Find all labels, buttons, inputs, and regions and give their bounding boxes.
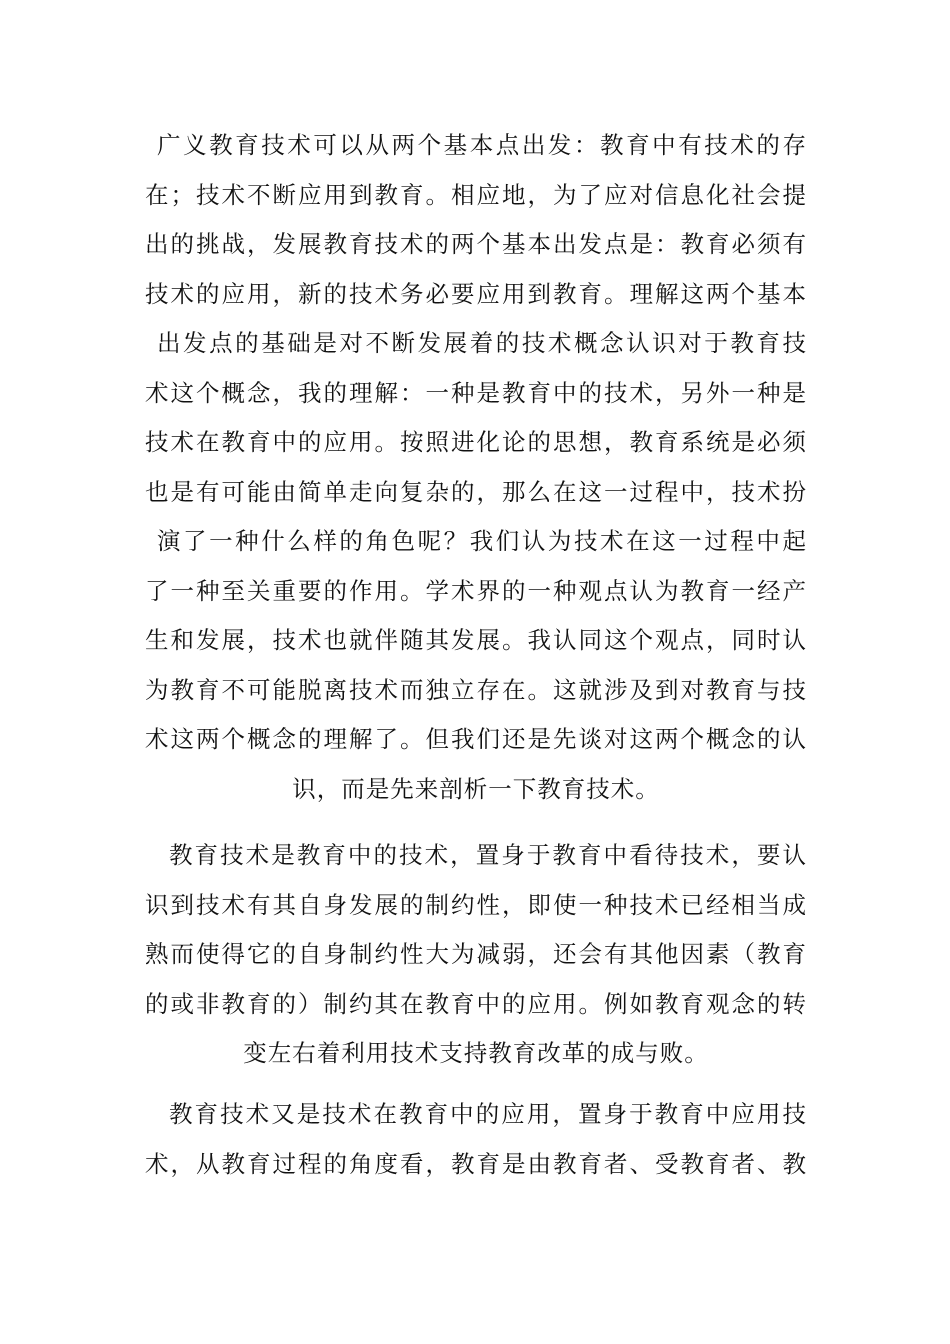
paragraph-1 xyxy=(145,121,807,814)
text-line: 变左右着利用技术支持教育改革的成与败。 xyxy=(243,1039,709,1067)
text-line: 术这个概念，我的理解：一种是教育中的技术，另外一种是 xyxy=(145,378,807,407)
text-line: 了一种至关重要的作用。学术界的一种观点认为教育一经产 xyxy=(145,576,807,605)
text-line: 教育技术是教育中的技术，置身于教育中看待技术，要认 xyxy=(169,841,807,869)
text-line: 识到技术有其自身发展的制约性，即使一种技术已经相当成 xyxy=(145,890,807,919)
text-line: 技术在教育中的应用。按照进化论的思想，教育系统是必须 xyxy=(145,428,807,456)
text-line: 熟而使得它的自身制约性大为减弱，还会有其他因素（教育 xyxy=(145,940,807,968)
text-line: 也是有可能由简单走向复杂的，那么在这一过程中，技术扮 xyxy=(145,477,807,506)
text-line: 出的挑战，发展教育技术的两个基本出发点是：教育必须有 xyxy=(145,230,807,258)
text-line: 演了一种什么样的角色呢？我们认为技术在这一过程中起 xyxy=(157,527,807,555)
text-line: 技术的应用，新的技术务必要应用到教育。理解这两个基本 xyxy=(145,279,807,308)
text-line: 在；技术不断应用到教育。相应地，为了应对信息化社会提 xyxy=(145,180,807,209)
text-line: 出发点的基础是对不断发展着的技术概念认识对于教育技 xyxy=(157,329,807,357)
paragraph-3 xyxy=(145,1090,807,1189)
text-line: 的或非教育的）制约其在教育中的应用。例如教育观念的转 xyxy=(145,989,807,1018)
text-line: 术这两个概念的理解了。但我们还是先谈对这两个概念的认 xyxy=(145,725,807,753)
text-line: 术，从教育过程的角度看，教育是由教育者、受教育者、教 xyxy=(145,1149,807,1178)
text-line: 为教育不可能脱离技术而独立存在。这就涉及到对教育与技 xyxy=(145,675,807,704)
paragraph-2 xyxy=(145,831,807,1079)
text-line: 识，而是先来剖析一下教育技术。 xyxy=(292,774,660,803)
text-line: 生和发展，技术也就伴随其发展。我认同这个观点，同时认 xyxy=(145,626,807,654)
text-line: 教育技术又是技术在教育中的应用，置身于教育中应用技 xyxy=(169,1100,807,1128)
text-line: 广义教育技术可以从两个基本点出发：教育中有技术的存 xyxy=(157,131,807,159)
